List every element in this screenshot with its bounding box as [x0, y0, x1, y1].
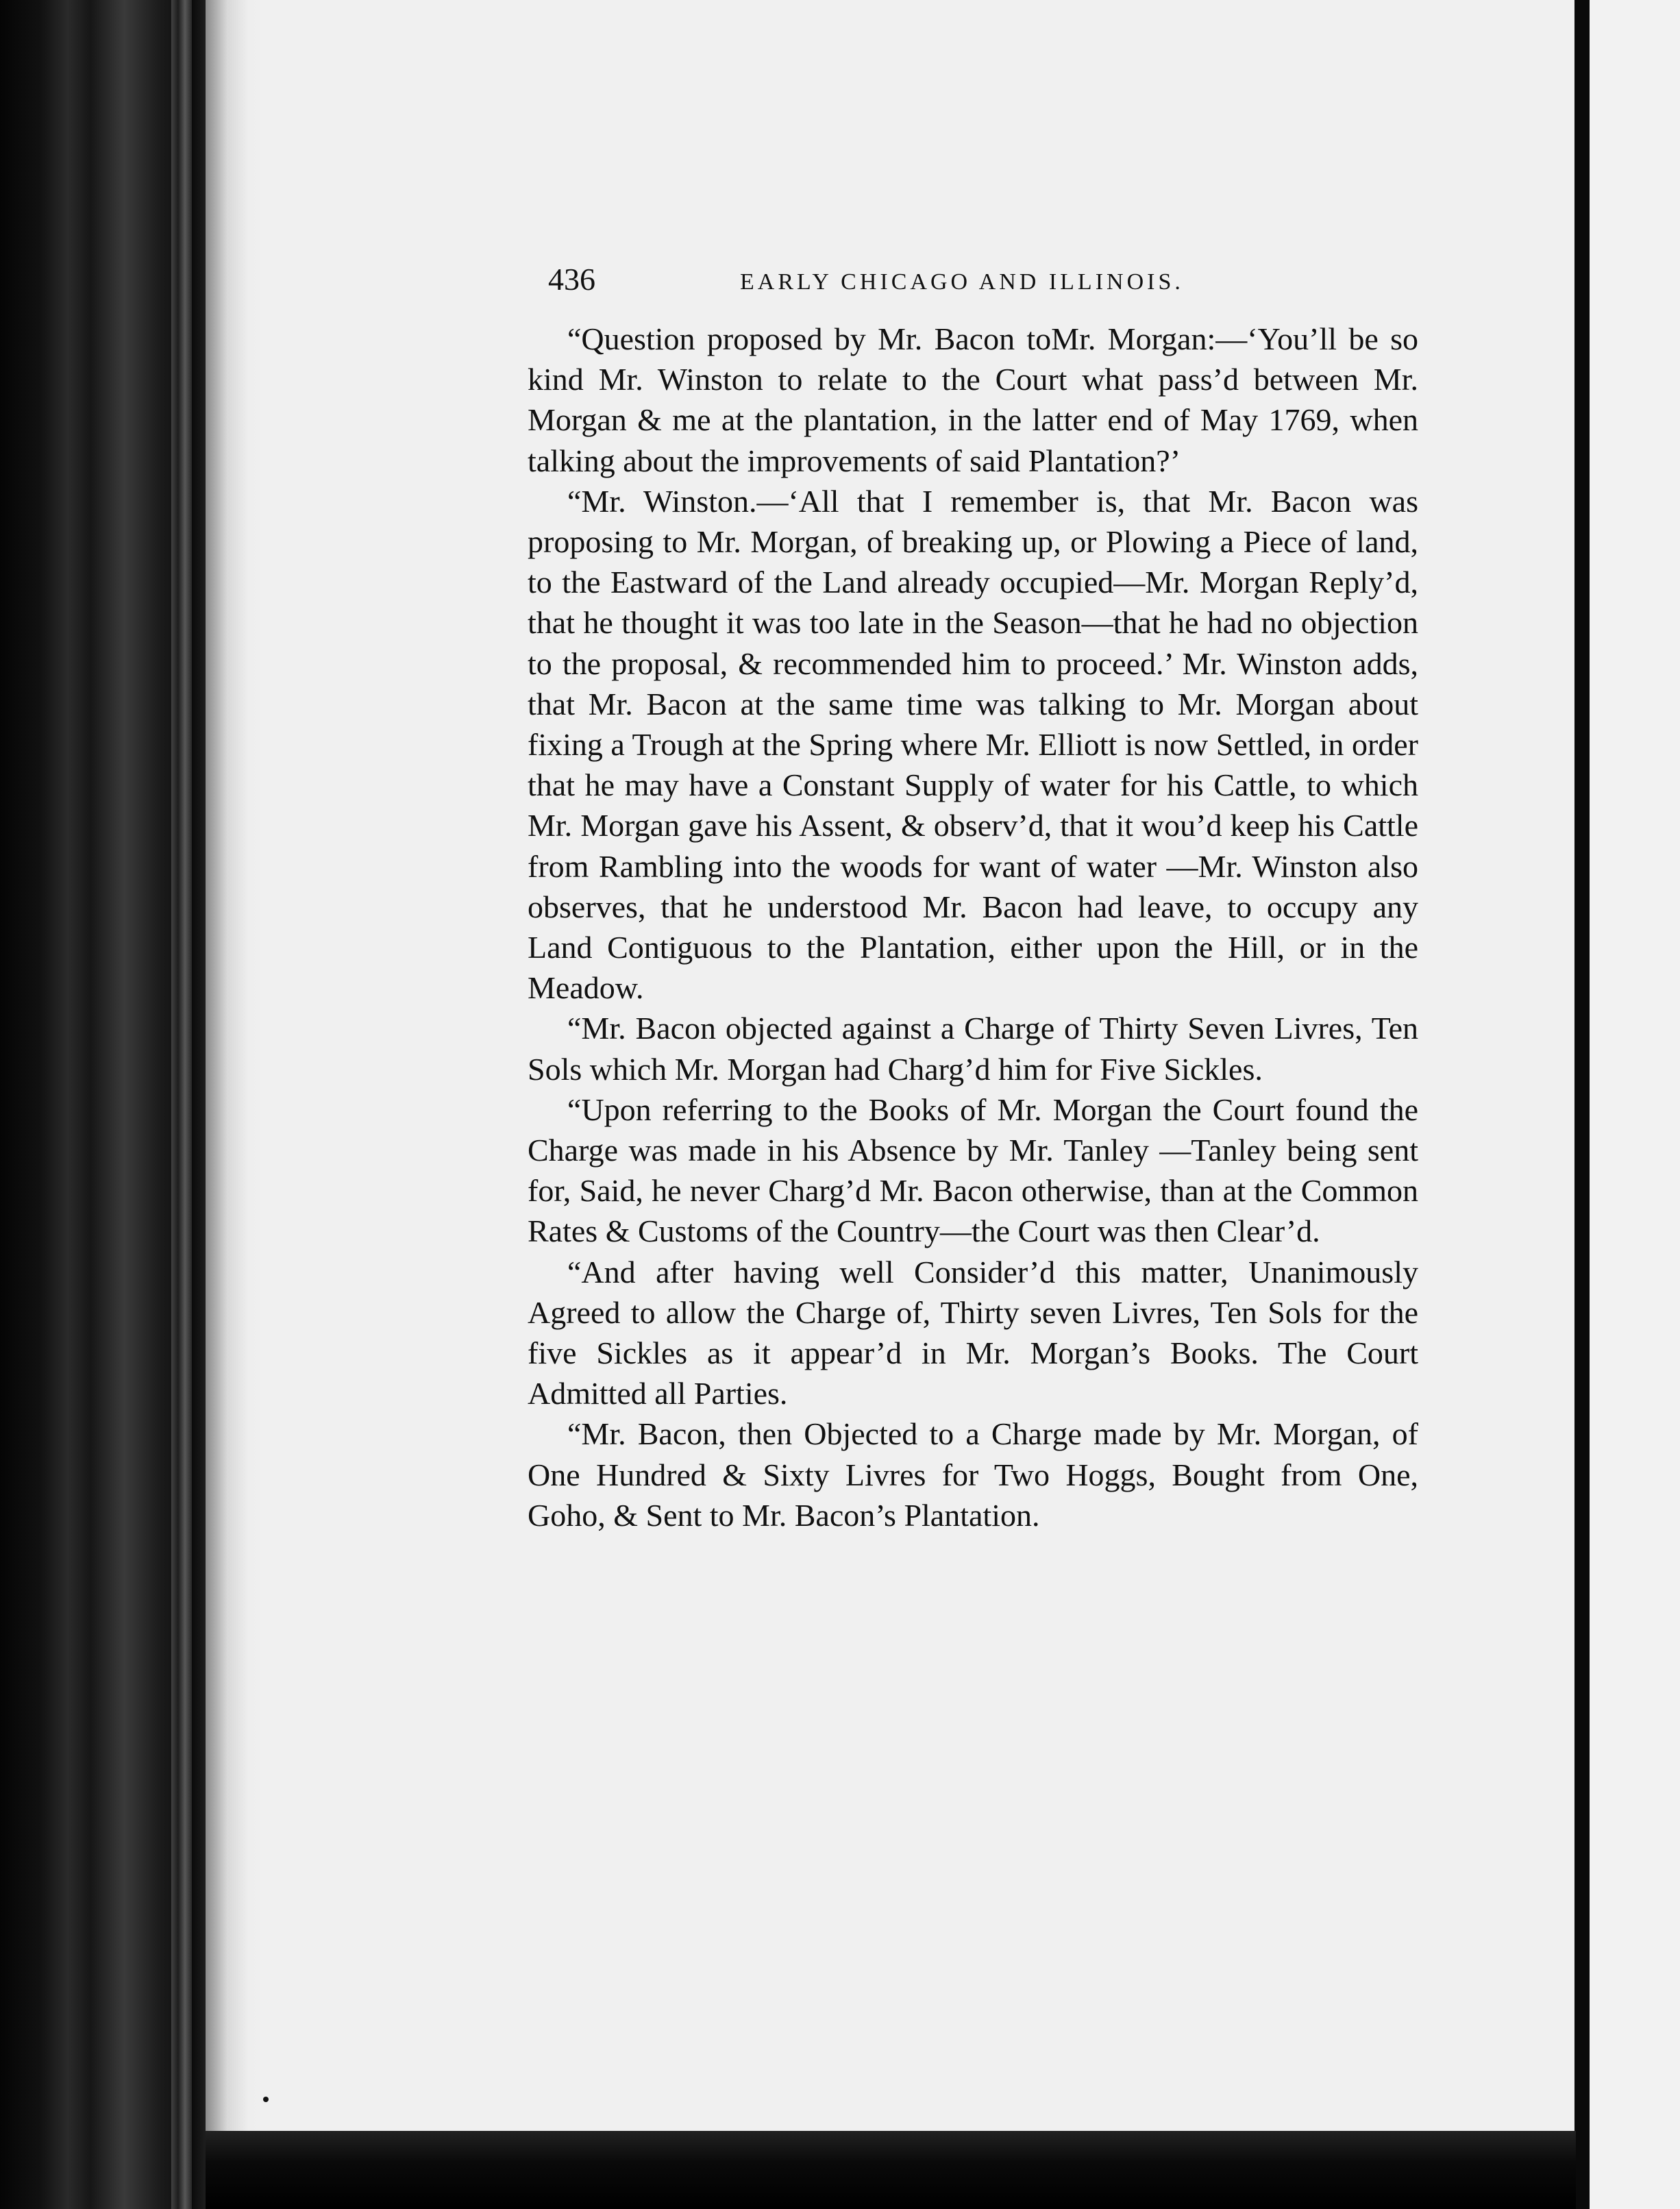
page-bottom-edge: [206, 2131, 1576, 2209]
body-text: [528, 319, 1418, 1535]
running-head: EARLY CHICAGO AND ILLINOIS.: [740, 269, 1184, 295]
ink-speck: [263, 2097, 269, 2102]
paragraph: “And after having well Consider’d this matter, Unanimously Agreed to allow the Charge of, Thirty seven Livres, Ten Sols for the five Sickles as it appear’d in Mr. Morgan’s Books. The Court Admitted all Parties.: [528, 1254, 1418, 1411]
page-number: 436: [548, 262, 595, 297]
page-gutter: [206, 0, 267, 2131]
paragraph: “Mr. Winston.—‘All that I remember is, that Mr. Bacon was proposing to Mr. Morgan, of breaking up, or Plowing a Piece of land, to the Eastward of the Land already occupied—Mr. Morgan Reply’d, that he thought it was too late in the Season—that he had no objection to the proposal, & recommended him to proceed.’ Mr. Winston adds, that Mr. Bacon at the same time was talking to Mr. Morgan about fixing a Trough at the Spring where Mr. Elliott is now Settled, in order that he may have a Constant Supply of water for his Cattle, to which Mr. Morgan gave his Assent, & observ’d, that it wou’d keep his Cattle from Rambling into the woods for want of water —Mr. Winston also observes, that he understood Mr. Bacon had leave, to occupy any Land Contiguous to the Plantation, either upon the Hill, or in the Meadow.: [528, 483, 1418, 1006]
paragraph: “Mr. Bacon, then Objected to a Charge made by Mr. Morgan, of One Hundred & Sixty Livres for Two Hoggs, Bought from One, Goho, & Sent to Mr. Bacon’s Plantation.: [528, 1416, 1418, 1533]
page-header: [0, 259, 1680, 314]
paragraph: “Mr. Bacon objected against a Charge of Thirty Seven Livres, Ten Sols which Mr. Morgan had Charg’d him for Five Sickles.: [528, 1011, 1418, 1087]
book-binding: [0, 0, 226, 2209]
page-right-edge: [1574, 0, 1590, 2209]
binding-stripe: [171, 0, 192, 2209]
paragraph: “Upon referring to the Books of Mr. Morgan the Court found the Charge was made in his Absence by Mr. Tanley —Tanley being sent for, Said, he never Charg’d Mr. Bacon otherwise, than at the Common Rates & Customs of the Country—the Court was then Clear’d.: [528, 1091, 1418, 1249]
paragraph: “Question proposed by Mr. Bacon toMr. Morgan:—‘You’ll be so kind Mr. Winston to relate to the Court what pass’d between Mr. Morgan & me at the plantation, in the latter end of May 1769, when talking about the improvements of said Plantation?’: [528, 321, 1418, 478]
facing-page-strip: [1590, 0, 1680, 2209]
